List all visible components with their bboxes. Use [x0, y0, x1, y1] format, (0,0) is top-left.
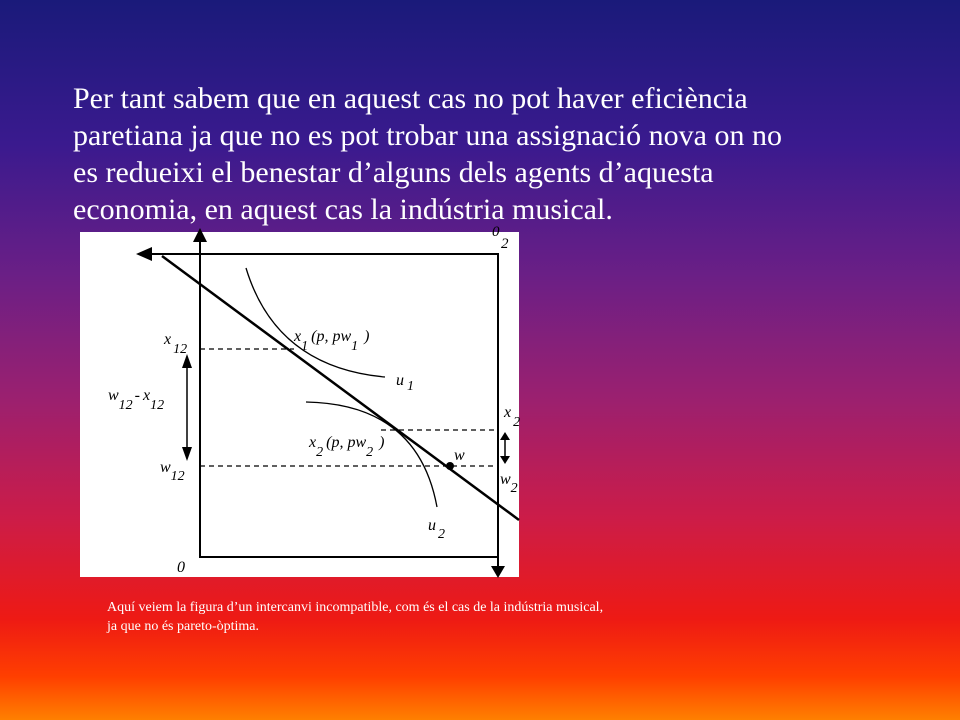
u2-label: u2 [428, 517, 445, 542]
arrow-head-up [500, 432, 510, 440]
budget-line [162, 256, 519, 520]
origin-2-subscript: 2 [501, 236, 509, 252]
indifference-curve-u1 [246, 268, 385, 377]
u1-label: u 1 [396, 372, 414, 394]
w12-label: w12 [160, 459, 185, 484]
origin-1-label: 0 [177, 559, 185, 576]
demand-2-label: x2(p, pw2) [309, 434, 385, 460]
arrow-head-down [500, 456, 510, 464]
arrow-head-down [182, 447, 192, 461]
body-line: economia, en aquest cas la indústria musical. [73, 193, 613, 226]
diagram-canvas [80, 224, 521, 577]
x2-right-label: x2 [504, 404, 521, 430]
origin-2-label: 0 [492, 224, 500, 240]
w2-right-label: w2 [500, 471, 518, 496]
body-text [73, 80, 873, 228]
body-line: es redueixi el benestar d’alguns dels agents d’aquesta [73, 156, 714, 189]
demand-1-label: x1(p, pw1) [294, 328, 370, 354]
caption-line: Aquí veiem la figura d’un intercanvi incompatible, com és el cas de la indústria musical, [107, 600, 604, 615]
w-point-label: w [454, 447, 465, 464]
figure-caption [107, 598, 827, 636]
axis-arrow-up [193, 228, 207, 242]
body-line: Per tant sabem que en aquest cas no pot haver eficiència [73, 82, 748, 115]
axis-arrow-left [136, 247, 152, 261]
caption-line: ja que no és pareto-òptima. [107, 619, 260, 634]
endowment-point [446, 462, 454, 470]
x12-label: x12 [164, 331, 188, 357]
edgeworth-box-frame [200, 254, 498, 557]
edgeworth-box-diagram [80, 224, 521, 577]
axis-arrow-down [491, 566, 505, 578]
w12-minus-x12-label: w12- x12 [108, 387, 165, 413]
body-line: paretiana ja que no es pot trobar una assignació nova on no [73, 119, 782, 152]
